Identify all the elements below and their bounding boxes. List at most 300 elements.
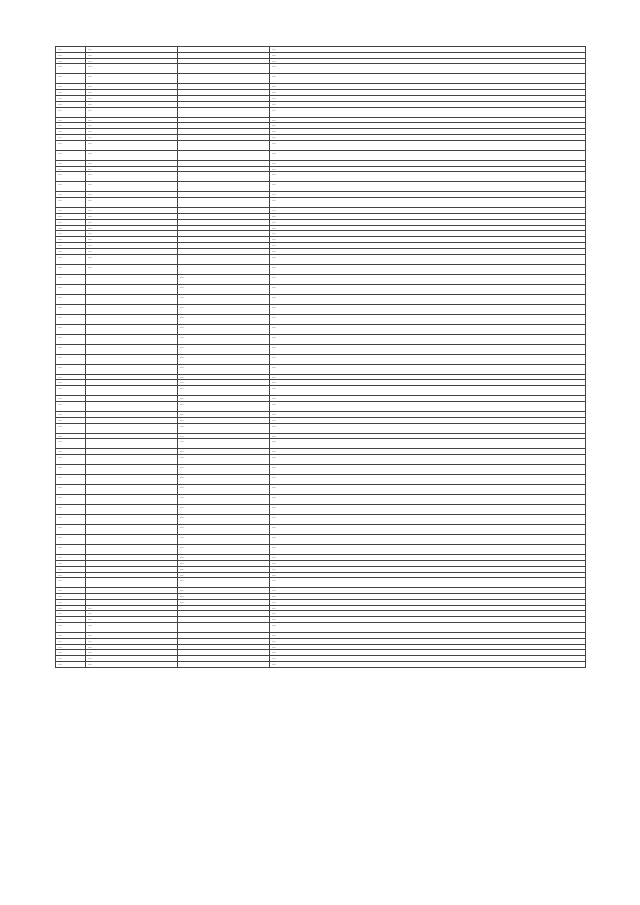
cell-address: —: [270, 294, 586, 304]
cell-number: —: [56, 324, 86, 334]
cell-cadastral-a: [86, 334, 178, 344]
cell-cadastral-b: —: [178, 396, 270, 402]
cell-number: —: [56, 294, 86, 304]
cell-address: —: [270, 433, 586, 439]
cell-number: —: [56, 248, 86, 254]
cell-cadastral-a: [86, 423, 178, 433]
cell-cadastral-b: —: [178, 386, 270, 396]
cell-cadastral-a: —: [86, 198, 178, 208]
cell-cadastral-a: [86, 324, 178, 334]
cell-address: —: [270, 594, 586, 600]
cell-number: —: [56, 95, 86, 101]
cell-address: —: [270, 254, 586, 264]
cell-cadastral-a: —: [86, 117, 178, 123]
cell-cadastral-b: [178, 198, 270, 208]
cell-address: —: [270, 650, 586, 656]
cell-cadastral-b: —: [178, 578, 270, 588]
cell-number: —: [56, 140, 86, 150]
table-row: [56, 386, 586, 396]
cell-cadastral-a: —: [86, 84, 178, 90]
cell-address: —: [270, 172, 586, 182]
cell-address: —: [270, 107, 586, 117]
cell-number: —: [56, 192, 86, 198]
cell-number: —: [56, 449, 86, 455]
cell-address: —: [270, 588, 586, 594]
cell-number: —: [56, 588, 86, 594]
cell-cadastral-a: —: [86, 254, 178, 264]
table-row: [56, 475, 586, 485]
cell-number: —: [56, 386, 86, 396]
cell-number: —: [56, 599, 86, 605]
cell-cadastral-a: [86, 401, 178, 411]
table-row: [56, 314, 586, 324]
cell-cadastral-b: [178, 107, 270, 117]
cell-number: —: [56, 485, 86, 495]
cell-address: —: [270, 182, 586, 192]
cell-number: —: [56, 644, 86, 650]
cell-cadastral-a: —: [86, 605, 178, 611]
table-row: [56, 284, 586, 294]
cell-number: —: [56, 123, 86, 129]
cell-number: —: [56, 58, 86, 64]
cell-number: —: [56, 231, 86, 237]
cell-cadastral-a: —: [86, 95, 178, 101]
cell-cadastral-b: [178, 64, 270, 74]
cell-number: —: [56, 364, 86, 374]
cell-cadastral-b: —: [178, 344, 270, 354]
cell-address: —: [270, 605, 586, 611]
cell-number: —: [56, 439, 86, 449]
cell-number: —: [56, 560, 86, 566]
cell-cadastral-a: —: [86, 160, 178, 166]
cell-cadastral-b: —: [178, 411, 270, 417]
cell-cadastral-a: —: [86, 101, 178, 107]
cell-address: —: [270, 611, 586, 617]
cell-number: —: [56, 198, 86, 208]
cell-cadastral-a: [86, 475, 178, 485]
table-row: [56, 198, 586, 208]
cell-number: —: [56, 182, 86, 192]
cell-address: —: [270, 64, 586, 74]
cell-cadastral-b: [178, 74, 270, 84]
cell-number: —: [56, 284, 86, 294]
table-row: [56, 364, 586, 374]
cell-number: —: [56, 495, 86, 505]
cell-cadastral-b: —: [178, 449, 270, 455]
table-row: [56, 495, 586, 505]
cell-number: —: [56, 208, 86, 214]
cell-address: —: [270, 617, 586, 623]
cell-address: —: [270, 475, 586, 485]
cell-cadastral-a: [86, 314, 178, 324]
cell-address: —: [270, 599, 586, 605]
cell-address: —: [270, 140, 586, 150]
table-row: [56, 662, 586, 668]
cell-address: —: [270, 160, 586, 166]
table-row: [56, 439, 586, 449]
cell-cadastral-a: [86, 515, 178, 525]
cell-number: —: [56, 47, 86, 53]
cell-cadastral-b: —: [178, 324, 270, 334]
cell-cadastral-a: —: [86, 242, 178, 248]
cell-cadastral-a: [86, 505, 178, 515]
cell-cadastral-a: —: [86, 225, 178, 231]
cell-cadastral-b: —: [178, 566, 270, 572]
cell-address: —: [270, 58, 586, 64]
table-row: [56, 465, 586, 475]
cell-cadastral-a: —: [86, 644, 178, 650]
table-row: [56, 324, 586, 334]
cell-address: —: [270, 354, 586, 364]
cell-number: —: [56, 213, 86, 219]
cell-cadastral-a: [86, 439, 178, 449]
cell-cadastral-a: [86, 535, 178, 545]
cell-cadastral-b: [178, 623, 270, 633]
cell-cadastral-b: —: [178, 572, 270, 578]
cell-cadastral-a: [86, 364, 178, 374]
cell-address: —: [270, 225, 586, 231]
cell-cadastral-a: —: [86, 172, 178, 182]
cell-address: —: [270, 455, 586, 465]
cell-address: —: [270, 237, 586, 243]
cell-cadastral-a: —: [86, 633, 178, 639]
cell-number: —: [56, 90, 86, 96]
cell-number: —: [56, 594, 86, 600]
cell-cadastral-a: [86, 495, 178, 505]
table-row: [56, 264, 586, 274]
cell-address: —: [270, 638, 586, 644]
cell-cadastral-a: [86, 386, 178, 396]
cell-number: —: [56, 354, 86, 364]
cell-number: —: [56, 304, 86, 314]
table-row: [56, 578, 586, 588]
cell-address: —: [270, 231, 586, 237]
cell-address: —: [270, 219, 586, 225]
cell-cadastral-a: —: [86, 650, 178, 656]
cell-cadastral-b: —: [178, 455, 270, 465]
cell-address: —: [270, 423, 586, 433]
cell-cadastral-a: —: [86, 248, 178, 254]
cell-cadastral-a: —: [86, 208, 178, 214]
cell-cadastral-b: —: [178, 364, 270, 374]
cell-cadastral-b: [178, 662, 270, 668]
cell-number: —: [56, 74, 86, 84]
cell-address: —: [270, 95, 586, 101]
cell-address: —: [270, 386, 586, 396]
cell-number: —: [56, 515, 86, 525]
cell-cadastral-a: —: [86, 47, 178, 53]
cell-cadastral-b: —: [178, 599, 270, 605]
cell-cadastral-a: —: [86, 662, 178, 668]
cell-address: —: [270, 74, 586, 84]
table-row: [56, 74, 586, 84]
cell-number: —: [56, 101, 86, 107]
cell-address: —: [270, 198, 586, 208]
cell-address: —: [270, 439, 586, 449]
table-row: [56, 623, 586, 633]
cell-number: —: [56, 160, 86, 166]
cell-cadastral-b: —: [178, 594, 270, 600]
cell-number: —: [56, 417, 86, 423]
cell-cadastral-b: —: [178, 515, 270, 525]
cell-cadastral-a: —: [86, 638, 178, 644]
cell-cadastral-b: [178, 172, 270, 182]
cell-number: —: [56, 611, 86, 617]
cell-number: —: [56, 237, 86, 243]
cell-cadastral-b: —: [178, 284, 270, 294]
cell-number: —: [56, 374, 86, 380]
cell-address: —: [270, 90, 586, 96]
cell-number: —: [56, 134, 86, 140]
cell-number: —: [56, 475, 86, 485]
cell-address: —: [270, 304, 586, 314]
cell-address: —: [270, 117, 586, 123]
table-row: [56, 254, 586, 264]
cell-number: —: [56, 242, 86, 248]
cell-number: —: [56, 572, 86, 578]
cell-number: —: [56, 225, 86, 231]
cell-number: —: [56, 264, 86, 274]
table-row: [56, 515, 586, 525]
cell-address: —: [270, 166, 586, 172]
cell-address: —: [270, 52, 586, 58]
cell-address: —: [270, 633, 586, 639]
cell-cadastral-a: [86, 465, 178, 475]
cell-address: —: [270, 560, 586, 566]
cell-address: —: [270, 84, 586, 90]
cell-number: —: [56, 617, 86, 623]
cell-cadastral-b: —: [178, 525, 270, 535]
cell-cadastral-b: —: [178, 465, 270, 475]
table-row: [56, 274, 586, 284]
cell-address: —: [270, 572, 586, 578]
cell-cadastral-b: —: [178, 294, 270, 304]
cell-address: —: [270, 380, 586, 386]
cell-cadastral-a: —: [86, 107, 178, 117]
cell-cadastral-b: —: [178, 475, 270, 485]
cell-address: —: [270, 566, 586, 572]
cell-number: —: [56, 52, 86, 58]
cell-address: —: [270, 465, 586, 475]
cell-cadastral-a: —: [86, 58, 178, 64]
table-row: [56, 150, 586, 160]
table-row: [56, 401, 586, 411]
cell-number: —: [56, 638, 86, 644]
cell-address: —: [270, 208, 586, 214]
table-row: [56, 354, 586, 364]
table-row: [56, 485, 586, 495]
cell-number: —: [56, 129, 86, 135]
cell-number: —: [56, 380, 86, 386]
cell-address: —: [270, 662, 586, 668]
cell-cadastral-a: —: [86, 192, 178, 198]
cell-cadastral-a: —: [86, 231, 178, 237]
cell-cadastral-b: —: [178, 401, 270, 411]
cell-cadastral-b: —: [178, 588, 270, 594]
cell-number: —: [56, 656, 86, 662]
cell-address: —: [270, 449, 586, 455]
cell-address: —: [270, 495, 586, 505]
cell-cadastral-b: —: [178, 304, 270, 314]
cell-cadastral-a: —: [86, 219, 178, 225]
register-table-body: [56, 47, 586, 668]
cell-cadastral-a: —: [86, 623, 178, 633]
cell-cadastral-a: —: [86, 140, 178, 150]
cell-cadastral-a: [86, 304, 178, 314]
cell-cadastral-a: —: [86, 237, 178, 243]
cell-cadastral-b: [178, 254, 270, 264]
cell-address: —: [270, 334, 586, 344]
cell-cadastral-a: —: [86, 123, 178, 129]
cell-address: —: [270, 242, 586, 248]
cell-cadastral-a: —: [86, 150, 178, 160]
cell-cadastral-b: —: [178, 314, 270, 324]
cell-cadastral-a: [86, 455, 178, 465]
cell-cadastral-a: [86, 525, 178, 535]
cell-cadastral-b: —: [178, 354, 270, 364]
table-row: [56, 107, 586, 117]
cell-cadastral-b: —: [178, 505, 270, 515]
cell-cadastral-a: [86, 578, 178, 588]
cell-cadastral-b: —: [178, 545, 270, 555]
cell-number: —: [56, 314, 86, 324]
cell-number: —: [56, 455, 86, 465]
cell-address: —: [270, 525, 586, 535]
cell-cadastral-b: —: [178, 423, 270, 433]
cell-address: —: [270, 192, 586, 198]
cell-number: —: [56, 166, 86, 172]
cell-cadastral-a: —: [86, 213, 178, 219]
table-row: [56, 182, 586, 192]
cell-number: —: [56, 535, 86, 545]
cell-cadastral-b: —: [178, 495, 270, 505]
cell-cadastral-a: —: [86, 90, 178, 96]
cell-number: —: [56, 254, 86, 264]
cell-number: —: [56, 117, 86, 123]
table-row: [56, 505, 586, 515]
cell-cadastral-b: [178, 150, 270, 160]
cell-cadastral-b: [178, 264, 270, 274]
cell-cadastral-b: —: [178, 374, 270, 380]
table-row: [56, 423, 586, 433]
table-row: [56, 344, 586, 354]
cell-cadastral-a: [86, 545, 178, 555]
cell-cadastral-b: —: [178, 334, 270, 344]
cell-cadastral-b: —: [178, 433, 270, 439]
table-row: [56, 455, 586, 465]
table-row: [56, 334, 586, 344]
cell-number: —: [56, 623, 86, 633]
table-row: [56, 294, 586, 304]
cell-number: —: [56, 545, 86, 555]
cell-cadastral-a: —: [86, 166, 178, 172]
cell-address: —: [270, 401, 586, 411]
cell-cadastral-a: —: [86, 129, 178, 135]
cell-address: —: [270, 396, 586, 402]
cell-cadastral-a: [86, 344, 178, 354]
cell-number: —: [56, 505, 86, 515]
cell-number: —: [56, 633, 86, 639]
cell-address: —: [270, 314, 586, 324]
cell-address: —: [270, 578, 586, 588]
cell-cadastral-a: [86, 284, 178, 294]
cell-cadastral-b: —: [178, 380, 270, 386]
cell-cadastral-b: —: [178, 560, 270, 566]
cell-number: —: [56, 662, 86, 668]
cell-cadastral-a: —: [86, 656, 178, 662]
cell-cadastral-a: —: [86, 611, 178, 617]
cell-cadastral-a: [86, 274, 178, 284]
cell-cadastral-b: [178, 140, 270, 150]
cell-address: —: [270, 129, 586, 135]
table-row: [56, 545, 586, 555]
table-row: [56, 304, 586, 314]
cell-address: —: [270, 535, 586, 545]
cell-address: —: [270, 545, 586, 555]
cell-number: —: [56, 465, 86, 475]
cell-cadastral-b: [178, 182, 270, 192]
cell-number: —: [56, 525, 86, 535]
cell-number: —: [56, 433, 86, 439]
cell-address: —: [270, 150, 586, 160]
cell-cadastral-a: —: [86, 64, 178, 74]
cell-cadastral-a: —: [86, 264, 178, 274]
cell-address: —: [270, 274, 586, 284]
cell-address: —: [270, 417, 586, 423]
cell-cadastral-a: —: [86, 617, 178, 623]
cell-address: —: [270, 284, 586, 294]
cell-address: —: [270, 213, 586, 219]
cell-cadastral-a: —: [86, 74, 178, 84]
cell-number: —: [56, 578, 86, 588]
cell-number: —: [56, 566, 86, 572]
cell-number: —: [56, 274, 86, 284]
cell-address: —: [270, 555, 586, 561]
cell-number: —: [56, 344, 86, 354]
cell-cadastral-a: —: [86, 52, 178, 58]
cell-cadastral-a: —: [86, 182, 178, 192]
register-table: [55, 46, 586, 668]
cell-address: —: [270, 374, 586, 380]
cell-address: —: [270, 485, 586, 495]
cell-address: —: [270, 47, 586, 53]
cell-address: —: [270, 134, 586, 140]
cell-address: —: [270, 644, 586, 650]
cell-number: —: [56, 650, 86, 656]
cell-address: —: [270, 248, 586, 254]
cell-number: —: [56, 64, 86, 74]
cell-cadastral-b: —: [178, 417, 270, 423]
cell-address: —: [270, 515, 586, 525]
cell-number: —: [56, 219, 86, 225]
cell-cadastral-b: —: [178, 555, 270, 561]
cell-address: —: [270, 623, 586, 633]
cell-number: —: [56, 401, 86, 411]
cell-number: —: [56, 84, 86, 90]
cell-cadastral-b: —: [178, 485, 270, 495]
cell-cadastral-a: —: [86, 134, 178, 140]
cell-cadastral-b: —: [178, 439, 270, 449]
cell-address: —: [270, 123, 586, 129]
table-row: [56, 535, 586, 545]
table-row: [56, 525, 586, 535]
cell-address: —: [270, 656, 586, 662]
table-row: [56, 140, 586, 150]
cell-number: —: [56, 334, 86, 344]
cell-address: —: [270, 344, 586, 354]
cell-cadastral-a: [86, 294, 178, 304]
cell-address: —: [270, 264, 586, 274]
